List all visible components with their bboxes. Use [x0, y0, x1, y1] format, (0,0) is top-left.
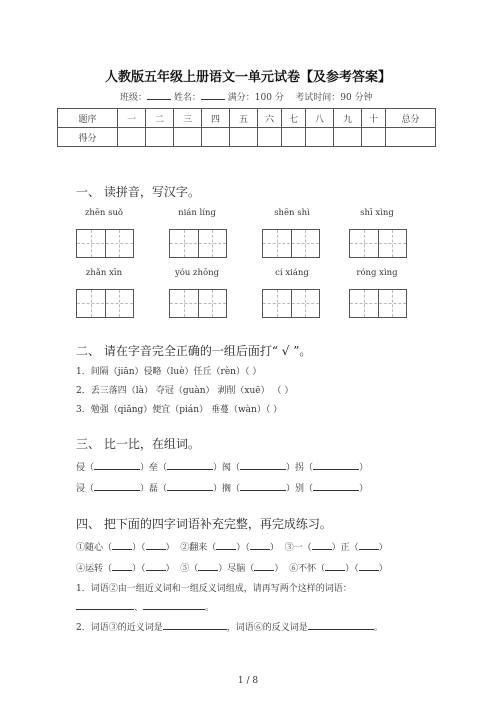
pinyin-label: róng xìng [356, 268, 398, 278]
score-header-row [58, 109, 436, 128]
answer-blank[interactable] [240, 482, 286, 491]
score-cell[interactable] [146, 128, 174, 147]
answer-blank[interactable] [359, 562, 379, 571]
score-cell[interactable] [174, 128, 202, 147]
idiom-part: ） [378, 564, 388, 574]
answer-blank[interactable] [198, 562, 218, 571]
score-table [57, 108, 436, 147]
writing-grid[interactable] [349, 289, 407, 318]
idiom-part: ） [378, 543, 388, 553]
char-prompt: ）垒（ [140, 463, 168, 473]
answer-blank[interactable] [250, 541, 270, 550]
char-prompt: ）拐（ [286, 463, 314, 473]
char-prompt: ）阂（ [213, 463, 241, 473]
exam-info [120, 90, 373, 103]
writing-grid[interactable] [169, 229, 227, 258]
pinyin-label: cí xiáng [275, 268, 309, 278]
score-cell[interactable] [362, 128, 386, 147]
answer-blank[interactable] [313, 482, 359, 491]
word-row [76, 481, 368, 494]
score-header-cell: 六 [258, 109, 282, 128]
writing-grid[interactable] [262, 229, 320, 258]
answer-blank[interactable] [216, 541, 236, 550]
score-header-cell: 题序 [58, 109, 118, 128]
pinyin-label: shī xìng [360, 208, 394, 218]
class-blank[interactable] [147, 91, 171, 100]
char-prompt: ）搁（ [213, 484, 241, 494]
question-item: 3．勉强（qiǎng）便宜（pián） 垂蔓（wàn）（ ） [76, 405, 283, 415]
idiom-part: ） [269, 543, 279, 553]
answer-blank[interactable] [312, 541, 332, 550]
idiom-part: ） [274, 564, 284, 574]
exam-time: 考试时间：90 分钟 [295, 93, 373, 103]
question-item: 2．丢三落四（là） 夺冠（guàn） 剥削（xuē） （ ） [76, 386, 294, 396]
period: 。 [205, 603, 215, 613]
char-prompt: 浸（ [76, 484, 95, 494]
idiom-part: ）（ [236, 543, 250, 553]
idiom-row [76, 561, 388, 574]
answer-blank[interactable] [254, 562, 274, 571]
score-cell[interactable] [306, 128, 334, 147]
full-score: 满分：100 分 [227, 93, 284, 103]
char-prompt: ） [359, 463, 369, 473]
section1-heading: 一、 读拼音，写汉字。 [76, 185, 200, 199]
idiom-part: ）正（ [331, 543, 359, 553]
score-header-cell: 十 [362, 109, 386, 128]
answer-blank[interactable] [76, 601, 134, 610]
writing-grid[interactable] [169, 289, 227, 318]
char-prompt: 侵（ [76, 463, 95, 473]
score-cell[interactable] [202, 128, 230, 147]
idiom-part: ④运转（ [76, 564, 113, 574]
score-cell[interactable] [282, 128, 306, 147]
question-text: 2．词语③的近义词是 [76, 623, 163, 633]
idiom-part: ）（ [345, 564, 359, 574]
idiom-part: ）尽脑（ [218, 564, 255, 574]
writing-grid[interactable] [262, 289, 320, 318]
idiom-row [76, 540, 388, 553]
pinyin-label: zhēn suǒ [84, 208, 124, 218]
answer-blank[interactable] [146, 562, 166, 571]
question-item: 1．间隔（jiān）侵略（luè）任丘（rèn）（ ） [76, 367, 262, 377]
question-1-answer [76, 600, 214, 613]
score-cell[interactable] [118, 128, 146, 147]
writing-grid[interactable] [76, 229, 134, 258]
question-1: 1．词语②由一组近义词和一组反义词组成，请再写两个这样的词语： [76, 584, 352, 594]
idiom-part: ）（ [132, 564, 146, 574]
answer-blank[interactable] [112, 562, 132, 571]
idiom-part: ⑥不怀（ [289, 564, 326, 574]
score-row-label: 得分 [58, 128, 118, 147]
idiom-part: ）（ [132, 543, 146, 553]
score-row [58, 128, 436, 147]
answer-blank[interactable] [94, 461, 140, 470]
answer-blank[interactable] [143, 601, 205, 610]
answer-blank[interactable] [308, 621, 374, 630]
answer-blank[interactable] [167, 482, 213, 491]
score-header-cell: 二 [146, 109, 174, 128]
score-header-cell: 九 [334, 109, 362, 128]
answer-blank[interactable] [313, 461, 359, 470]
period: 。 [373, 623, 383, 633]
score-cell[interactable] [258, 128, 282, 147]
word-row [76, 460, 368, 473]
answer-blank[interactable] [325, 562, 345, 571]
score-header-cell: 三 [174, 109, 202, 128]
char-prompt: ） [359, 484, 369, 494]
section3-heading: 三、 比一比，在组词。 [76, 437, 200, 451]
pinyin-label: shēn shì [274, 208, 310, 218]
answer-blank[interactable] [94, 482, 140, 491]
score-cell[interactable] [230, 128, 258, 147]
question-text: ，词语⑥的反义词是 [226, 623, 308, 633]
score-header-cell: 四 [202, 109, 230, 128]
section2-heading: 二、 请在字音完全正确的一组后面打“ √ ”。 [76, 344, 312, 358]
section4-heading: 四、 把下面的四字词语补充完整，再完成练习。 [76, 517, 332, 531]
pinyin-label: yóu zhōng [174, 268, 220, 278]
pinyin-label: nián líng [178, 208, 216, 218]
idiom-part: ③一（ [284, 543, 312, 553]
writing-grid[interactable] [76, 289, 134, 318]
score-cell[interactable] [386, 128, 436, 147]
score-header-cell: 七 [282, 109, 306, 128]
page-number: 1 / 8 [237, 676, 259, 686]
idiom-part: ） [165, 543, 175, 553]
answer-blank[interactable] [163, 621, 227, 630]
answer-blank[interactable] [240, 461, 286, 470]
score-cell[interactable] [334, 128, 362, 147]
idiom-part: ） [165, 564, 175, 574]
name-label: 姓名： [173, 93, 201, 103]
writing-grid[interactable] [349, 229, 407, 258]
pinyin-label: zhǎn xīn [85, 268, 123, 278]
class-label: 班级： [120, 93, 148, 103]
answer-blank[interactable] [359, 541, 379, 550]
idiom-part: ①随心（ [76, 543, 113, 553]
score-header-cell: 一 [118, 109, 146, 128]
score-header-cell: 五 [230, 109, 258, 128]
score-header-cell: 八 [306, 109, 334, 128]
idiom-part: ②翻来（ [180, 543, 217, 553]
page-title: 人教版五年级上册语文一单元试卷【及参考答案】 [104, 70, 391, 85]
separator: 、 [134, 603, 144, 613]
question-2 [76, 620, 383, 633]
idiom-part: ⑤（ [180, 564, 199, 574]
name-blank[interactable] [201, 91, 225, 100]
char-prompt: ）别（ [286, 484, 314, 494]
char-prompt: ）磊（ [140, 484, 168, 494]
answer-blank[interactable] [146, 541, 166, 550]
answer-blank[interactable] [167, 461, 213, 470]
score-header-cell: 总分 [386, 109, 436, 128]
answer-blank[interactable] [112, 541, 132, 550]
